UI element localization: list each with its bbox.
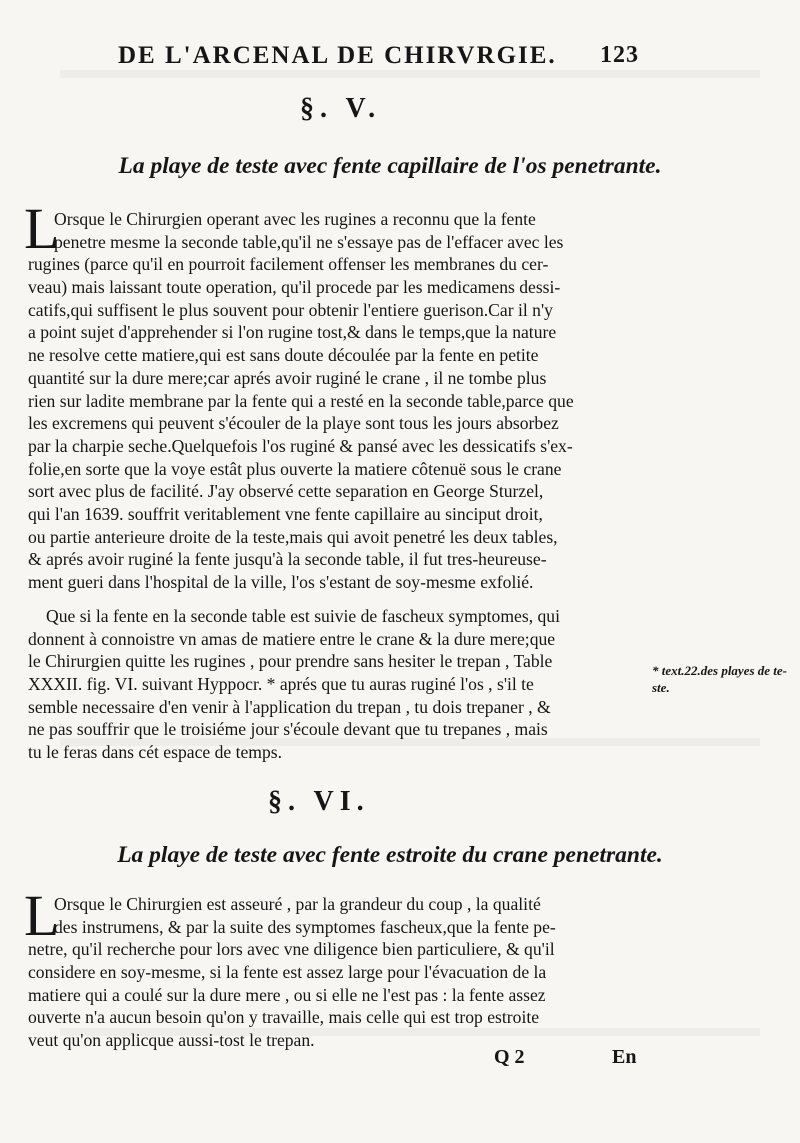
- text-line: tu le feras dans cét espace de temps.: [28, 742, 283, 763]
- text-line: donnent à connoistre vn amas de matiere entre le crane & la dure mere;que: [28, 628, 556, 649]
- text-line: & aprés avoir ruginé la fente jusqu'à la seconde table, il fut tres-heureuse-: [28, 549, 547, 570]
- text-line: quantité sur la dure mere;car aprés avoir ruginé le crane , il ne tombe plus: [28, 367, 547, 388]
- text-line: ne resolve cette matiere,qui est sans doute découlée par la fente en petite: [28, 345, 539, 366]
- text-line: folie,en sorte que la voye estât plus ouverte la matiere côtenuë sous le crane: [28, 458, 562, 479]
- text-line: veut qu'on applicque aussi-tost le trepan.: [28, 1030, 315, 1051]
- text-line: ne pas souffrir que le troisiéme jour s'écoule devant que tu trepanes , mais: [28, 719, 548, 740]
- text-line: ouverte n'a aucun besoin qu'on y travaille, mais celle qui est trop estroite: [28, 1007, 540, 1028]
- text-line: semble necessaire d'en venir à l'application du trepan , tu dois trepaner , &: [28, 696, 551, 717]
- text-line: XXXII. fig. VI. suivant Hyppocr. * aprés que tu auras ruginé l'os , s'il te: [28, 674, 534, 695]
- text-line: des instrumens, & par la suite des symptomes fascheux,que la fente pe-: [54, 916, 556, 937]
- text-line: matiere qui a coulé sur la dure mere , ou si elle ne l'est pas : la fente assez: [28, 984, 546, 1005]
- drop-cap: L: [24, 883, 60, 948]
- paragraph: [28, 605, 650, 764]
- paragraph: [28, 208, 650, 594]
- text-line: le Chirurgien quitte les rugines , pour prendre sans hesiter le trepan , Table: [28, 651, 553, 672]
- text-line: Orsque le Chirurgien operant avec les rugines a reconnu que la fente: [54, 209, 536, 229]
- running-title: DE L'ARCENAL DE CHIRVRGIE.: [118, 42, 557, 69]
- section-title: La playe de teste avec fente estroite du crane penetrante.: [117, 842, 663, 868]
- text-line: Orsque le Chirurgien est asseuré , par la grandeur du coup , la qualité: [54, 894, 541, 914]
- page-number: 123: [600, 42, 639, 68]
- text-line: rugines (parce qu'il en pourroit facilement offenser les membranes du cer-: [28, 254, 549, 275]
- catchword: En: [612, 1046, 637, 1068]
- text-line: catifs,qui suffisent le plus souvent pour obtenir l'entiere guerison.Car il n'y: [28, 299, 553, 320]
- text-line: Que si la fente en la seconde table est suivie de fascheux symptomes, qui: [46, 606, 560, 626]
- bleed-through: [60, 70, 760, 78]
- text-line: netre, qu'il recherche pour lors avec vne diligence bien particuliere, & qu'il: [28, 939, 555, 960]
- text-line: qui l'an 1639. souffrit veritablement vne fente capillaire au sinciput droit,: [28, 503, 543, 524]
- section-title: La playe de teste avec fente capillaire de l'os penetrante.: [118, 153, 662, 179]
- margin-note: * text.22.des playes de te-ste.: [652, 663, 788, 695]
- text-line: ou partie anterieure droite de la teste,mais qui avoit penetré les deux tables,: [28, 526, 558, 547]
- text-line: considere en soy-mesme, si la fente est assez large pour l'évacuation de la: [28, 962, 547, 983]
- text-line: veau) mais laissant toute operation, qu'il procede par les medicamens dessi-: [28, 277, 561, 298]
- text-line: sort avec plus de facilité. J'ay observé cette separation en George Sturzel,: [28, 481, 544, 502]
- signature-mark: Q 2: [494, 1046, 525, 1068]
- drop-cap: L: [24, 196, 60, 261]
- text-line: rien sur ladite membrane par la fente qui a resté en la seconde table,parce que: [28, 390, 574, 411]
- text-line: penetre mesme la seconde table,qu'il ne s'essaye pas de l'effacer avec les: [54, 231, 564, 252]
- text-line: ment gueri dans l'hospital de la ville, l'os s'estant de soy-mesme exfolié.: [28, 572, 534, 592]
- section-mark: §. VI.: [268, 786, 370, 817]
- text-line: les excremens qui peuvent s'écouler de la playe sont tous les jours absorbez: [28, 413, 559, 434]
- section-mark: §. V.: [300, 93, 382, 124]
- text-line: par la charpie seche.Quelquefois l'os ruginé & pansé avec les dessicatifs s'ex-: [28, 435, 573, 456]
- paragraph: [28, 893, 650, 1052]
- text-line: a point sujet d'apprehender si l'on rugine tost,& dans le temps,que la nature: [28, 322, 557, 343]
